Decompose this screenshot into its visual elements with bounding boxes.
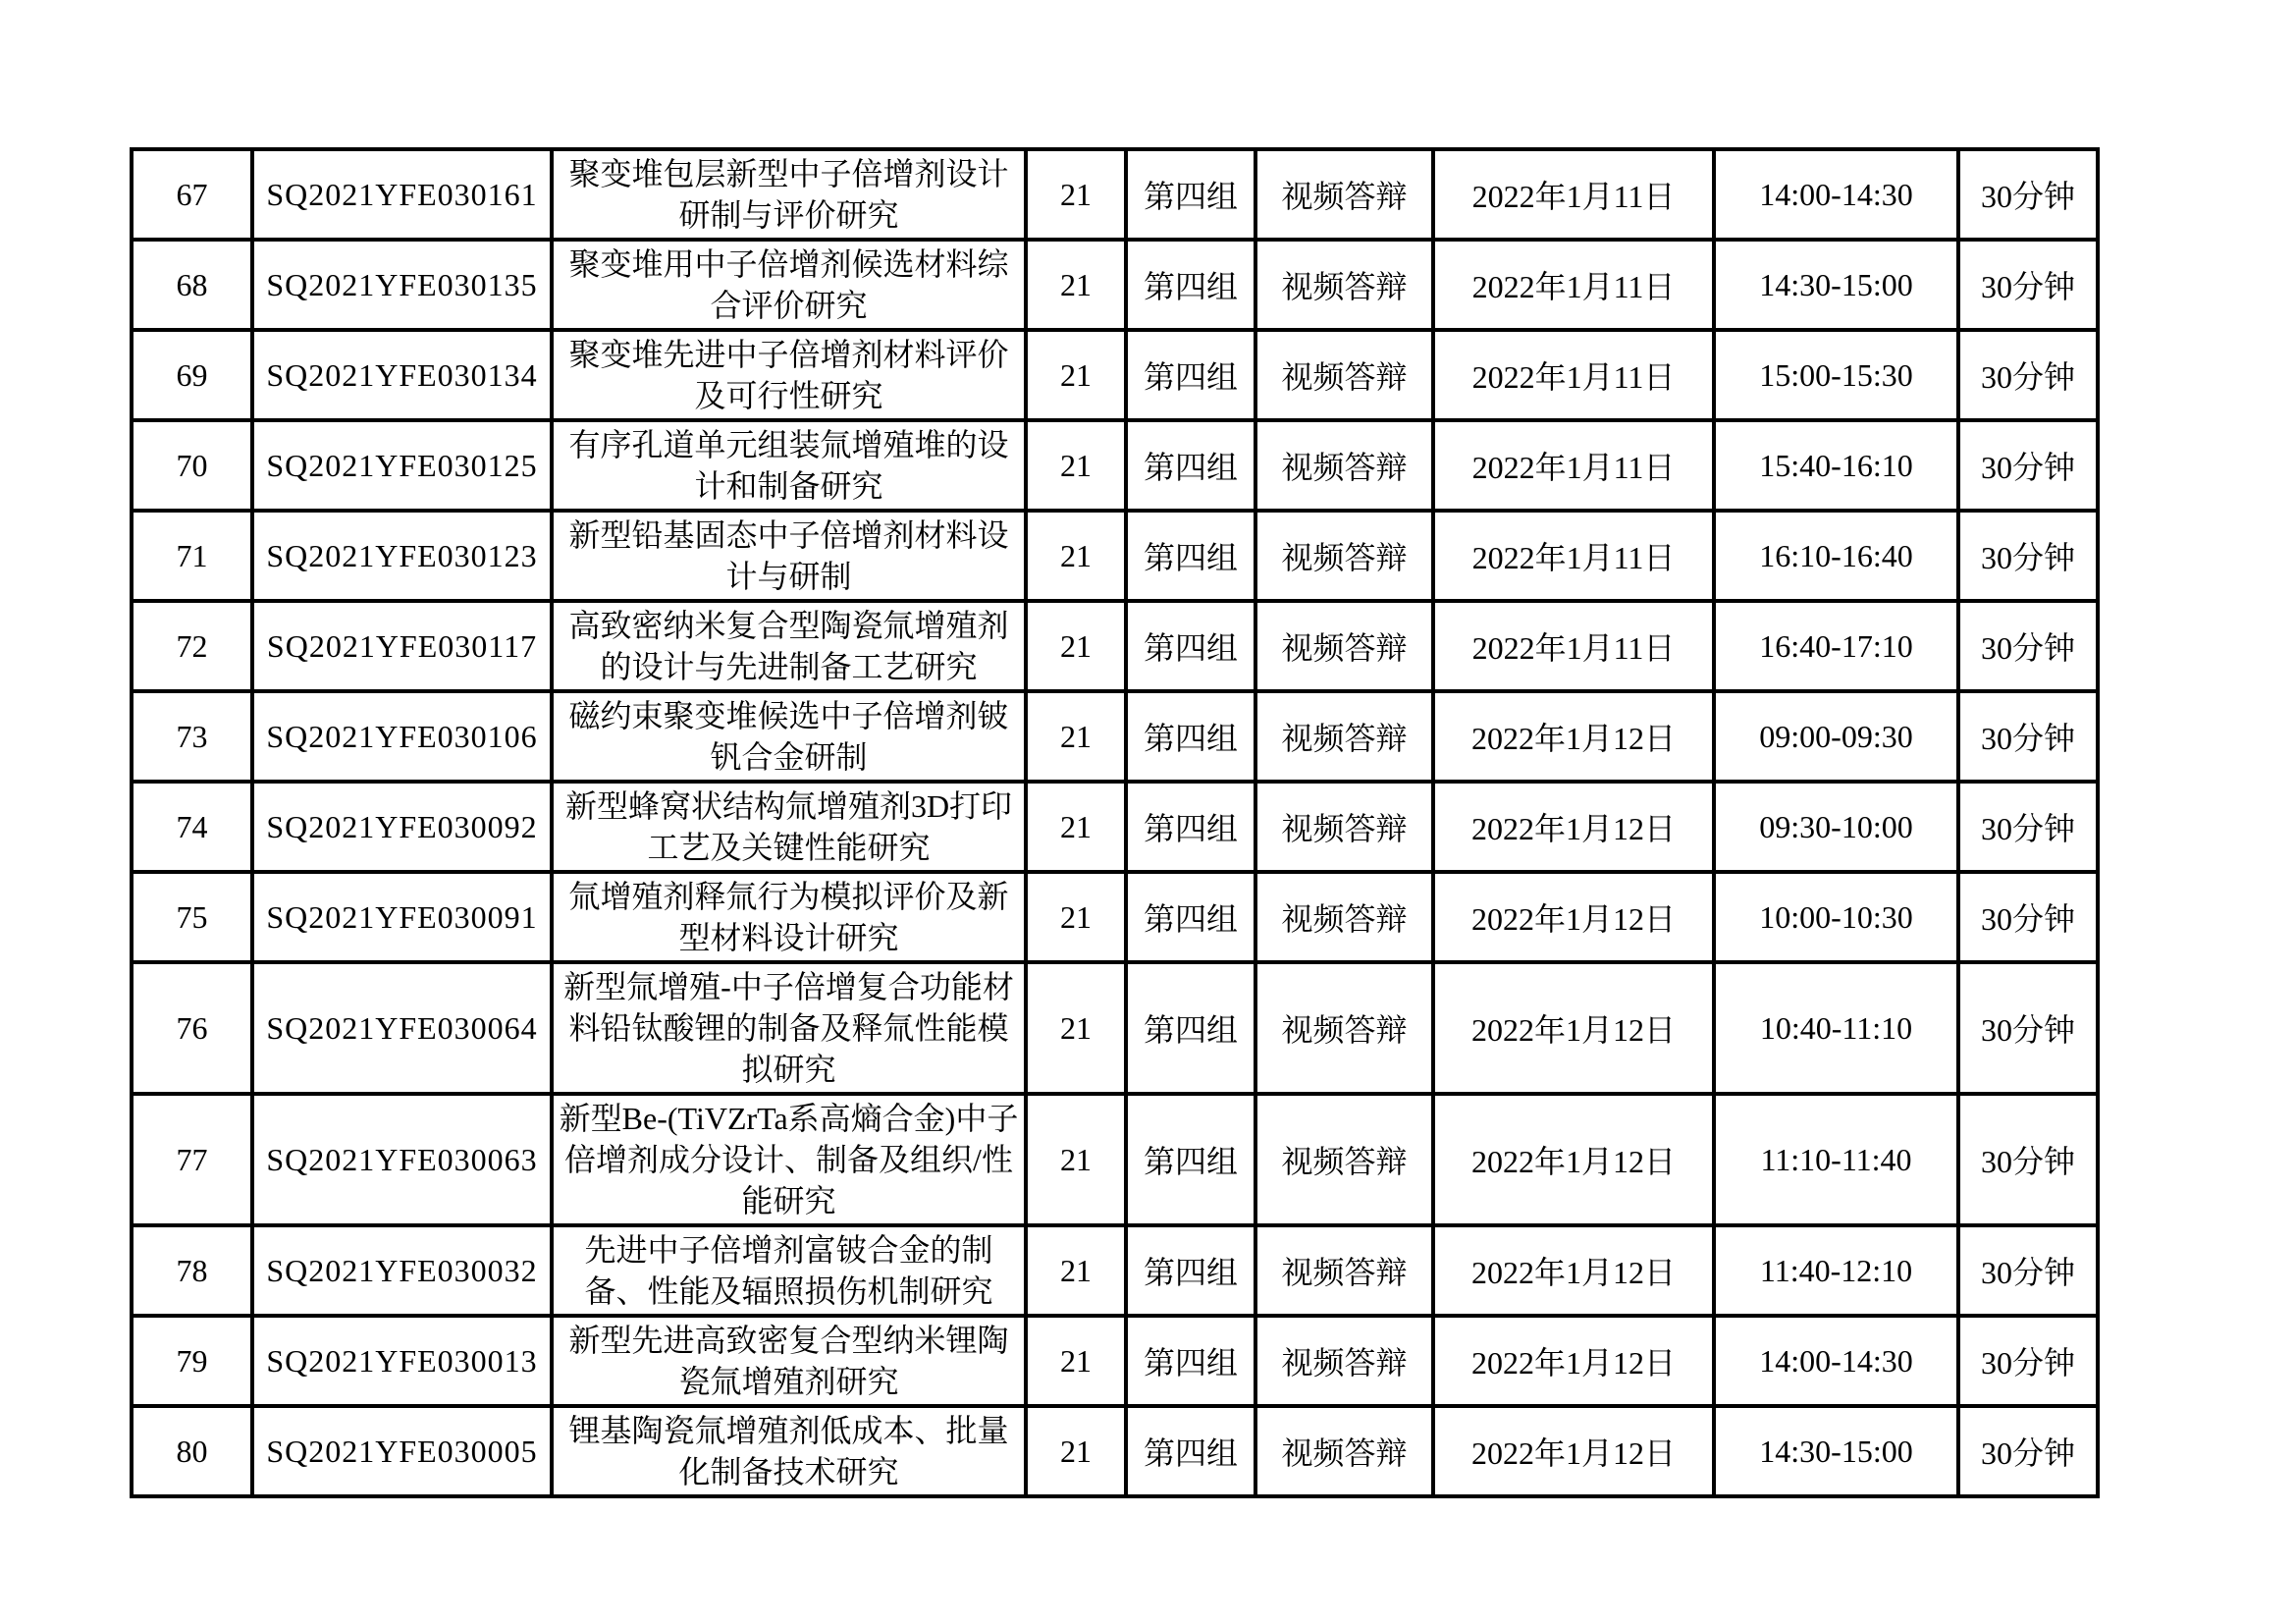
cell-date: 2022年1月11日 [1433, 149, 1714, 240]
cell-duration: 30分钟 [1958, 962, 2098, 1094]
table-row [132, 511, 2098, 601]
cell-project-title: 新型蜂窝状结构氚增殖剂3D打印工艺及关键性能研究 [552, 782, 1026, 872]
cell-date: 2022年1月12日 [1433, 1406, 1714, 1496]
cell-time-slot: 16:40-17:10 [1714, 601, 1958, 691]
cell-time-slot: 16:10-16:40 [1714, 511, 1958, 601]
cell-panel-size: 21 [1026, 1225, 1126, 1316]
cell-project-code: SQ2021YFE030092 [252, 782, 552, 872]
cell-defense-format: 视频答辩 [1255, 691, 1433, 782]
cell-time-slot: 10:40-11:10 [1714, 962, 1958, 1094]
cell-date: 2022年1月12日 [1433, 872, 1714, 962]
cell-project-title: 氚增殖剂释氚行为模拟评价及新型材料设计研究 [552, 872, 1026, 962]
table-row [132, 330, 2098, 420]
cell-project-title: 聚变堆包层新型中子倍增剂设计研制与评价研究 [552, 149, 1026, 240]
cell-date: 2022年1月11日 [1433, 330, 1714, 420]
cell-panel-size: 21 [1026, 782, 1126, 872]
cell-duration: 30分钟 [1958, 1094, 2098, 1225]
cell-project-title: 有序孔道单元组装氚增殖堆的设计和制备研究 [552, 420, 1026, 511]
cell-duration: 30分钟 [1958, 420, 2098, 511]
cell-row-number: 75 [132, 872, 252, 962]
cell-group: 第四组 [1126, 149, 1255, 240]
defense-schedule-table [130, 147, 2100, 1498]
cell-duration: 30分钟 [1958, 1316, 2098, 1406]
cell-row-number: 69 [132, 330, 252, 420]
cell-duration: 30分钟 [1958, 330, 2098, 420]
cell-defense-format: 视频答辩 [1255, 420, 1433, 511]
cell-duration: 30分钟 [1958, 872, 2098, 962]
cell-project-code: SQ2021YFE030123 [252, 511, 552, 601]
cell-row-number: 74 [132, 782, 252, 872]
cell-group: 第四组 [1126, 1225, 1255, 1316]
cell-row-number: 80 [132, 1406, 252, 1496]
cell-panel-size: 21 [1026, 962, 1126, 1094]
cell-group: 第四组 [1126, 1094, 1255, 1225]
cell-panel-size: 21 [1026, 1094, 1126, 1225]
cell-project-title: 新型氚增殖-中子倍增复合功能材料铅钛酸锂的制备及释氚性能模拟研究 [552, 962, 1026, 1094]
cell-date: 2022年1月12日 [1433, 1094, 1714, 1225]
cell-group: 第四组 [1126, 511, 1255, 601]
cell-row-number: 76 [132, 962, 252, 1094]
cell-panel-size: 21 [1026, 691, 1126, 782]
table-row [132, 1316, 2098, 1406]
cell-panel-size: 21 [1026, 240, 1126, 330]
cell-project-code: SQ2021YFE030135 [252, 240, 552, 330]
cell-group: 第四组 [1126, 420, 1255, 511]
cell-time-slot: 11:10-11:40 [1714, 1094, 1958, 1225]
cell-row-number: 70 [132, 420, 252, 511]
cell-defense-format: 视频答辩 [1255, 962, 1433, 1094]
cell-time-slot: 11:40-12:10 [1714, 1225, 1958, 1316]
cell-time-slot: 15:00-15:30 [1714, 330, 1958, 420]
cell-duration: 30分钟 [1958, 601, 2098, 691]
cell-defense-format: 视频答辩 [1255, 511, 1433, 601]
cell-date: 2022年1月11日 [1433, 240, 1714, 330]
cell-date: 2022年1月12日 [1433, 1225, 1714, 1316]
cell-project-title: 新型Be-(TiVZrTa系高熵合金)中子倍增剂成分设计、制备及组织/性能研究 [552, 1094, 1026, 1225]
cell-project-code: SQ2021YFE030063 [252, 1094, 552, 1225]
cell-time-slot: 15:40-16:10 [1714, 420, 1958, 511]
cell-duration: 30分钟 [1958, 1406, 2098, 1496]
cell-group: 第四组 [1126, 691, 1255, 782]
cell-date: 2022年1月11日 [1433, 601, 1714, 691]
cell-defense-format: 视频答辩 [1255, 1316, 1433, 1406]
cell-row-number: 71 [132, 511, 252, 601]
cell-defense-format: 视频答辩 [1255, 601, 1433, 691]
cell-project-title: 聚变堆用中子倍增剂候选材料综合评价研究 [552, 240, 1026, 330]
cell-time-slot: 10:00-10:30 [1714, 872, 1958, 962]
table-row [132, 782, 2098, 872]
cell-project-title: 磁约束聚变堆候选中子倍增剂铍钒合金研制 [552, 691, 1026, 782]
cell-defense-format: 视频答辩 [1255, 1225, 1433, 1316]
cell-duration: 30分钟 [1958, 149, 2098, 240]
cell-group: 第四组 [1126, 1406, 1255, 1496]
table-row [132, 601, 2098, 691]
cell-group: 第四组 [1126, 782, 1255, 872]
cell-project-code: SQ2021YFE030064 [252, 962, 552, 1094]
cell-project-title: 新型先进高致密复合型纳米锂陶瓷氚增殖剂研究 [552, 1316, 1026, 1406]
cell-group: 第四组 [1126, 240, 1255, 330]
cell-panel-size: 21 [1026, 1406, 1126, 1496]
cell-row-number: 73 [132, 691, 252, 782]
cell-time-slot: 09:30-10:00 [1714, 782, 1958, 872]
cell-panel-size: 21 [1026, 149, 1126, 240]
cell-project-title: 锂基陶瓷氚增殖剂低成本、批量化制备技术研究 [552, 1406, 1026, 1496]
cell-date: 2022年1月12日 [1433, 962, 1714, 1094]
cell-panel-size: 21 [1026, 511, 1126, 601]
cell-group: 第四组 [1126, 1316, 1255, 1406]
table-row [132, 872, 2098, 962]
cell-project-code: SQ2021YFE030125 [252, 420, 552, 511]
cell-date: 2022年1月11日 [1433, 420, 1714, 511]
table-row [132, 149, 2098, 240]
cell-group: 第四组 [1126, 962, 1255, 1094]
table-row [132, 240, 2098, 330]
cell-project-code: SQ2021YFE030106 [252, 691, 552, 782]
cell-panel-size: 21 [1026, 420, 1126, 511]
cell-panel-size: 21 [1026, 1316, 1126, 1406]
cell-project-code: SQ2021YFE030117 [252, 601, 552, 691]
cell-date: 2022年1月11日 [1433, 511, 1714, 601]
cell-date: 2022年1月12日 [1433, 691, 1714, 782]
cell-time-slot: 14:30-15:00 [1714, 240, 1958, 330]
cell-project-title: 聚变堆先进中子倍增剂材料评价及可行性研究 [552, 330, 1026, 420]
cell-group: 第四组 [1126, 601, 1255, 691]
table-row [132, 691, 2098, 782]
cell-defense-format: 视频答辩 [1255, 1094, 1433, 1225]
cell-project-code: SQ2021YFE030005 [252, 1406, 552, 1496]
cell-row-number: 77 [132, 1094, 252, 1225]
cell-project-title: 高致密纳米复合型陶瓷氚增殖剂的设计与先进制备工艺研究 [552, 601, 1026, 691]
table-row [132, 962, 2098, 1094]
cell-group: 第四组 [1126, 330, 1255, 420]
cell-panel-size: 21 [1026, 330, 1126, 420]
cell-defense-format: 视频答辩 [1255, 782, 1433, 872]
cell-date: 2022年1月12日 [1433, 782, 1714, 872]
cell-time-slot: 14:00-14:30 [1714, 149, 1958, 240]
cell-duration: 30分钟 [1958, 511, 2098, 601]
cell-project-code: SQ2021YFE030134 [252, 330, 552, 420]
cell-duration: 30分钟 [1958, 782, 2098, 872]
cell-defense-format: 视频答辩 [1255, 872, 1433, 962]
cell-project-code: SQ2021YFE030091 [252, 872, 552, 962]
cell-time-slot: 14:00-14:30 [1714, 1316, 1958, 1406]
cell-time-slot: 14:30-15:00 [1714, 1406, 1958, 1496]
cell-row-number: 67 [132, 149, 252, 240]
cell-time-slot: 09:00-09:30 [1714, 691, 1958, 782]
defense-schedule-table-body [132, 149, 2098, 1496]
cell-row-number: 79 [132, 1316, 252, 1406]
cell-duration: 30分钟 [1958, 240, 2098, 330]
cell-date: 2022年1月12日 [1433, 1316, 1714, 1406]
cell-duration: 30分钟 [1958, 1225, 2098, 1316]
cell-panel-size: 21 [1026, 601, 1126, 691]
table-row [132, 1094, 2098, 1225]
table-row [132, 1225, 2098, 1316]
cell-project-code: SQ2021YFE030032 [252, 1225, 552, 1316]
cell-project-code: SQ2021YFE030013 [252, 1316, 552, 1406]
cell-duration: 30分钟 [1958, 691, 2098, 782]
cell-project-title: 新型铅基固态中子倍增剂材料设计与研制 [552, 511, 1026, 601]
cell-panel-size: 21 [1026, 872, 1126, 962]
cell-defense-format: 视频答辩 [1255, 1406, 1433, 1496]
table-row [132, 420, 2098, 511]
table-row [132, 1406, 2098, 1496]
cell-group: 第四组 [1126, 872, 1255, 962]
cell-project-title: 先进中子倍增剂富铍合金的制备、性能及辐照损伤机制研究 [552, 1225, 1026, 1316]
cell-project-code: SQ2021YFE030161 [252, 149, 552, 240]
cell-row-number: 72 [132, 601, 252, 691]
cell-row-number: 68 [132, 240, 252, 330]
cell-defense-format: 视频答辩 [1255, 149, 1433, 240]
cell-defense-format: 视频答辩 [1255, 330, 1433, 420]
cell-defense-format: 视频答辩 [1255, 240, 1433, 330]
cell-row-number: 78 [132, 1225, 252, 1316]
